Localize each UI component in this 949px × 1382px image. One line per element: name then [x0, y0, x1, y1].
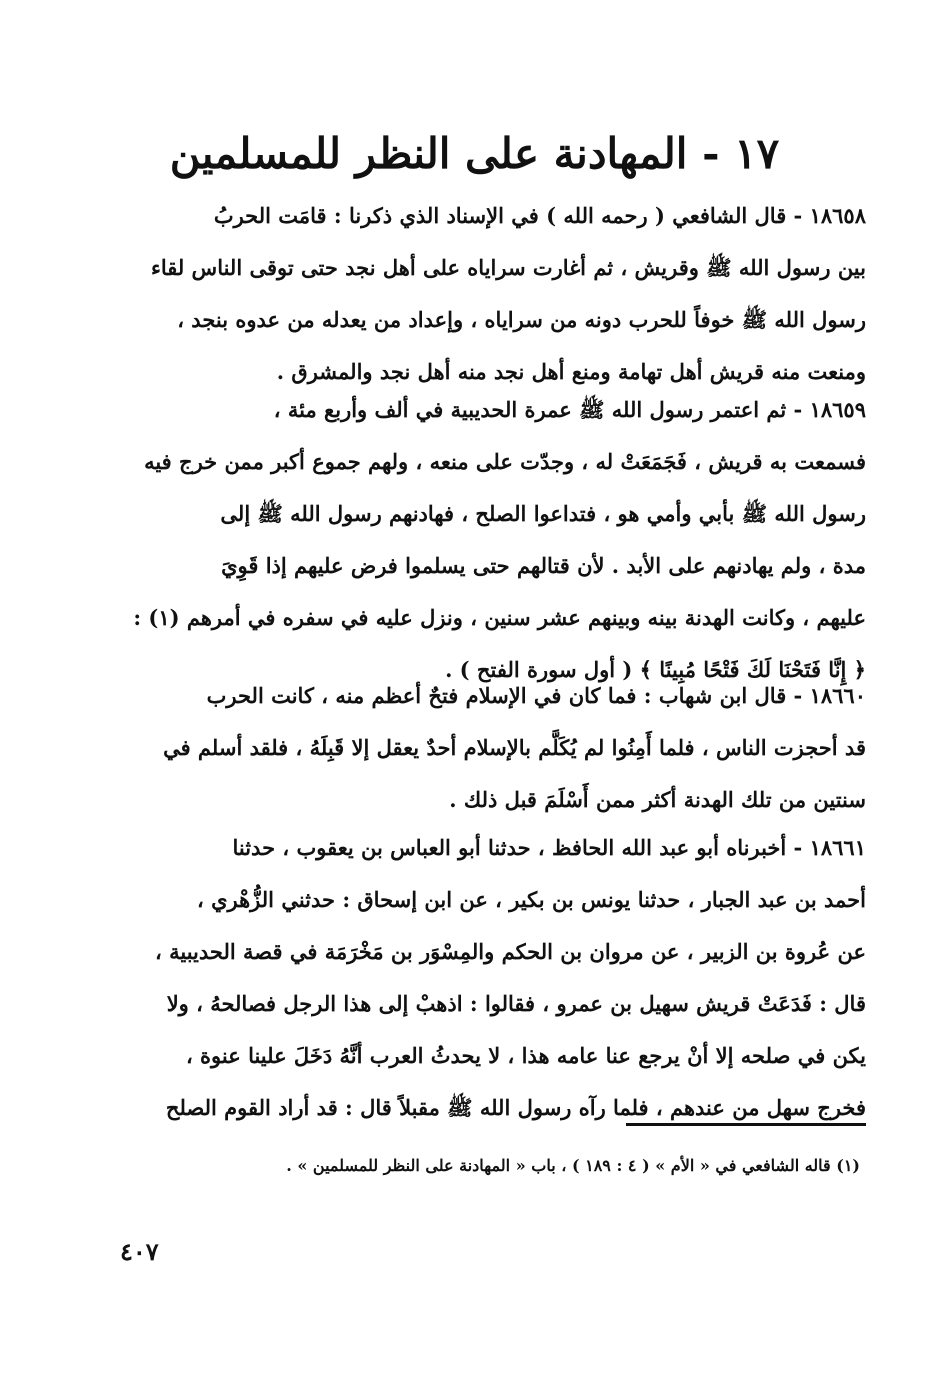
text-line: رسول الله ﷺ خوفاً للحرب دونه من سراياه ، وإعداد من يعدله من عدوه بنجد ، [177, 307, 866, 332]
text-line: سنتين من تلك الهدنة أكثر ممن أَسْلَمَ قبل ذلك . [449, 787, 866, 812]
text-line: قد أحجزت الناس ، فلما أَمِنُوا لم يُكَلَّم بالإسلام أحدٌ يعقل إلا قَبِلَهُ ، فلقد أسلم في [163, 735, 866, 760]
paragraph-18659 [118, 384, 866, 696]
footnote: (١) قاله الشافعي في « الأم » ( ٤ : ١٨٩ ) ، باب « المهادنة على النظر للمسلمين » . [286, 1156, 860, 1175]
quran-verse-line: ﴿ إِنَّا فَتَحْنَا لَكَ فَتْحًا مُبِينًا ﴾ ( أول سورة الفتح ) . [445, 657, 866, 682]
text-line: عليهم ، وكانت الهدنة بينه وبينهم عشر سنين ، ونزل عليه في سفره في أمرهم (١) : [133, 605, 866, 630]
text-line: رسول الله ﷺ بأبي وأمي هو ، فتداعوا الصلح ، فهادنهم رسول الله ﷺ إلى [220, 501, 866, 526]
text-line: ومنعت منه قريش أهل تهامة ومنع أهل نجد منه أهل نجد والمشرق . [276, 359, 866, 384]
text-line: عن عُروة بن الزبير ، عن مروان بن الحكم والمِسْوَر بن مَخْرَمَة في قصة الحديبية ، [155, 939, 866, 964]
text-line: أحمد بن عبد الجبار ، حدثنا يونس بن بكير ، عن ابن إسحاق : حدثني الزُّهْري ، [197, 887, 866, 912]
page-number: ٤٠٧ [120, 1237, 159, 1266]
paragraph-18661 [118, 822, 866, 1134]
text-line: مدة ، ولم يهادنهم على الأبد . لأن قتالهم حتى يسلموا فرض عليهم إذا قَوِيَ [221, 553, 866, 578]
text-line: فخرج سهل من عندهم ، فلما رآه رسول الله ﷺ مقبلاً قال : قد أراد القوم الصلح [165, 1095, 866, 1120]
text-line: بين رسول الله ﷺ وقريش ، ثم أغارت سراياه على أهل نجد حتى توقى الناس لقاء [150, 255, 866, 280]
paragraph-18658 [118, 190, 866, 398]
text-line: ١٨٦٥٩ - ثم اعتمر رسول الله ﷺ عمرة الحديبية في ألف وأربع مئة ، [273, 397, 866, 422]
text-line: ١٨٦٥٨ - قال الشافعي ( رحمه الله ) في الإسناد الذي ذكرنا : قامَت الحربُ [213, 203, 866, 228]
text-line: فسمعت به قريش ، فَجَمَعَتْ له ، وجدّت على منعه ، ولهم جموع أكبر ممن خرج فيه [144, 449, 866, 474]
chapter-title: ١٧ - المهادنة على النظر للمسلمين [169, 129, 780, 178]
footnote-divider [626, 1123, 866, 1126]
text-line: يكن في صلحه إلا أنْ يرجع عنا عامه هذا ، لا يحدثُ العرب أنَّهُ دَخَلَ علينا عنوة ، [185, 1043, 866, 1068]
text-line: قال : فَدَعَتْ قريش سهيل بن عمرو ، فقالوا : اذهبْ إلى هذا الرجل فصالحهُ ، ولا [166, 991, 866, 1016]
text-line: ١٨٦٦١ - أخبرناه أبو عبد الله الحافظ ، حدثنا أبو العباس بن يعقوب ، حدثنا [232, 835, 866, 860]
paragraph-18660 [118, 670, 866, 826]
text-line: ١٨٦٦٠ - قال ابن شهاب : فما كان في الإسلام فتحٌ أعظم منه ، كانت الحرب [206, 683, 866, 708]
